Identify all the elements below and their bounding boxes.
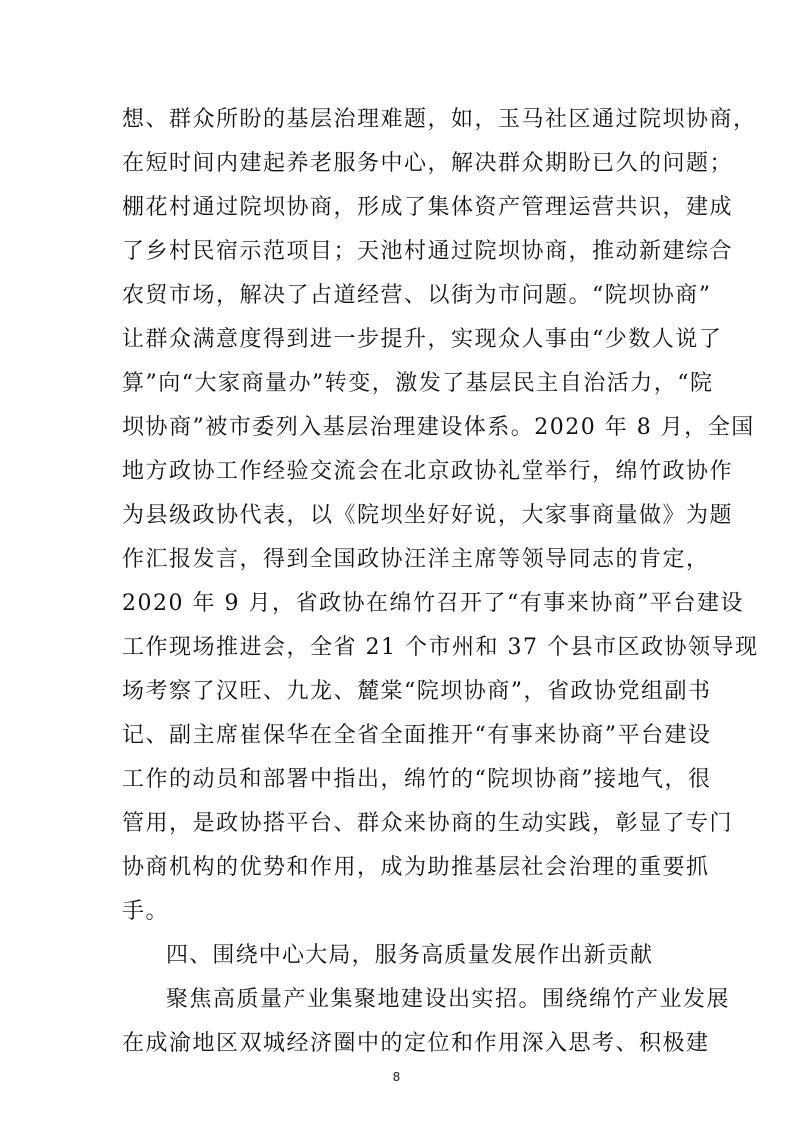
- text-line: 管用，是政协搭平台、群众来协商的生动实践，彰显了专门: [122, 811, 734, 836]
- text-line: 场考察了汉旺、九龙、麓棠“院坝协商”，省政协党组副书: [122, 679, 712, 704]
- text-line: 工作现场推进会，全省 21 个市州和 37 个县市区政协领导现: [122, 635, 759, 660]
- text-line: 坝协商”被市委列入基层治理建设体系。2020 年 8 月，全国: [122, 415, 755, 440]
- text-line: 想、群众所盼的基层治理难题，如，玉马社区通过院坝协商，: [122, 107, 757, 132]
- text-line: 棚花村通过院坝协商，形成了集体资产管理运营共识，建成: [122, 195, 734, 220]
- text-line: 工作的动员和部署中指出，绵竹的“院坝协商”接地气，很: [122, 767, 712, 792]
- text-line: 了乡村民宿示范项目；天池村通过院坝协商，推动新建综合: [122, 239, 734, 264]
- text-line: 手。: [122, 899, 170, 924]
- text-line: 聚焦高质量产业集聚地建设出实招。围绕绵竹产业发展: [166, 987, 731, 1012]
- text-line: 在成渝地区双城经济圈中的定位和作用深入思考、积极建: [122, 1031, 710, 1056]
- text-line: 在短时间内建起养老服务中心，解决群众期盼已久的问题；: [122, 151, 734, 176]
- section-heading: 四、围绕中心大局，服务高质量发展作出新贡献: [166, 943, 654, 968]
- text-line: 农贸市场，解决了占道经营、以街为市问题。“院坝协商”: [122, 283, 712, 308]
- text-line: 记、副主席崔保华在全省全面推开“有事来协商”平台建设: [122, 723, 712, 748]
- text-line: 协商机构的优势和作用，成为助推基层社会治理的重要抓: [122, 855, 710, 880]
- text-line: 作汇报发言，得到全国政协汪洋主席等领导同志的肯定，: [122, 547, 710, 572]
- text-line: 地方政协工作经验交流会在北京政协礼堂举行，绵竹政协作: [122, 459, 734, 484]
- page-number: 8: [392, 1070, 401, 1084]
- text-line: 为县级政协代表，以《院坝坐好好说，大家事商量做》为题: [122, 503, 734, 528]
- text-line: 让群众满意度得到进一步提升，实现众人事由“少数人说了: [122, 327, 723, 352]
- text-line: 算”向“大家商量办”转变，激发了基层民主自治活力，“院: [122, 371, 714, 396]
- text-line: 2020 年 9 月，省政协在绵竹召开了“有事来协商”平台建设: [122, 591, 744, 616]
